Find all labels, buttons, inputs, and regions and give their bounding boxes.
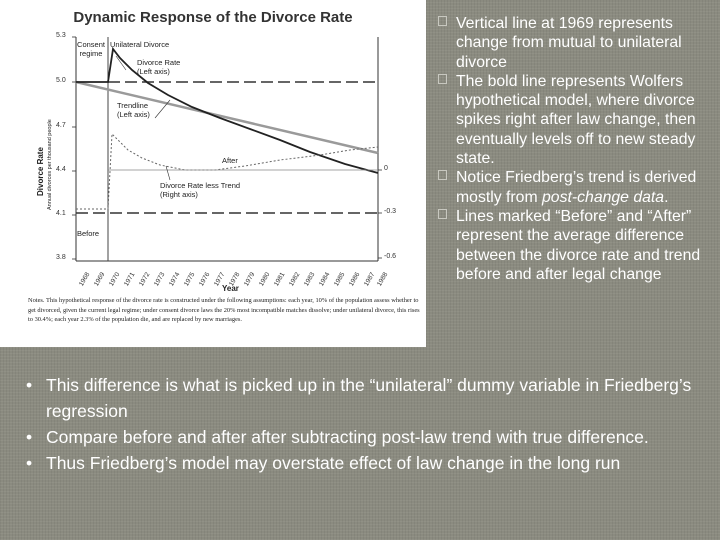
right-bullet-text-end: . — [664, 188, 669, 206]
year-tick-label: 1974 — [168, 271, 182, 288]
less-trend-pointer — [166, 166, 170, 180]
right-bullet-emphasis: post-change data — [542, 188, 665, 206]
left-tick-label: 4.1 — [56, 210, 66, 217]
unilateral-divorce-label: Unilateral Divorce — [110, 40, 170, 49]
left-tick-label: 5.0 — [56, 77, 66, 84]
right-bullet-item — [438, 72, 720, 168]
right-bullet-text: The bold line represents Wolfers hypothetical model, where divorce spikes right after law change, then eventually levels off to new steady state. — [456, 72, 696, 168]
less-trend-label: Divorce Rate less Trend (Right axis) — [160, 181, 241, 199]
y-left-title: Divorce Rate — [36, 147, 45, 196]
year-tick-label: 1972 — [138, 271, 152, 288]
right-bullet-item — [438, 207, 720, 284]
bottom-bullet-list — [26, 372, 706, 476]
right-bullet-list — [438, 14, 720, 284]
x-axis-title: Year — [222, 284, 239, 293]
figure-note: Notes. This hypothetical response of the divorce rate is constructed under the following assumptions: each year, 10% of the population assess whether to get divorced, given the current legal regime; under consent divorce laws the 20% most incompatible matches dissolve; under unilateral divorce, this rises to 30.4%; each year 2.3% of the population die, and are replaced by new marriages. — [28, 297, 420, 324]
year-tick-label: 1984 — [318, 271, 332, 288]
consent-regime-label: Consent regime — [77, 40, 105, 58]
year-tick-label: 1982 — [288, 271, 302, 288]
year-tick-label: 1978 — [228, 271, 242, 288]
figure-panel — [0, 0, 426, 347]
divorce-rate-label: Divorce Rate (Left axis) — [137, 58, 181, 76]
right-tick-label: -0.6 — [384, 253, 397, 260]
year-tick-label: 1981 — [273, 271, 287, 288]
left-tick-label: 4.7 — [56, 122, 66, 129]
year-tick-label: 1985 — [333, 271, 347, 288]
year-tick-label: 1980 — [258, 271, 272, 288]
right-bullet-item — [438, 168, 720, 207]
bullet-dot-icon: • — [26, 453, 33, 473]
year-tick-label: 1987 — [363, 271, 377, 288]
bottom-bullet-item — [26, 424, 706, 450]
bottom-bullet-item — [26, 372, 706, 424]
trendline-label: Trendline (Left axis) — [117, 101, 150, 119]
year-tick-label: 1969 — [93, 271, 107, 288]
before-label: Before — [77, 229, 100, 238]
year-tick-label: 1975 — [183, 271, 197, 288]
year-tick-label: 1970 — [108, 271, 122, 288]
year-tick-label: 1986 — [348, 271, 362, 288]
year-tick-label: 1968 — [78, 271, 92, 288]
right-bullet-text: Notice Friedberg’s trend is derived mostly from — [456, 169, 697, 206]
bullet-dot-icon: • — [26, 427, 33, 447]
year-tick-label: 1971 — [123, 271, 137, 288]
left-tick-label: 5.3 — [56, 32, 66, 39]
left-tick-marks — [72, 37, 76, 259]
year-tick-label: 1988 — [376, 271, 390, 288]
right-bullet-text: Vertical line at 1969 represents change from mutual to unilateral divorce — [456, 15, 682, 71]
figure-title: Dynamic Response of the Divorce Rate — [73, 9, 353, 26]
year-tick-label: 1976 — [198, 271, 212, 288]
year-tick-label: 1983 — [303, 271, 317, 288]
bottom-bullet-text: This difference is what is picked up in the “unilateral” dummy variable in Friedberg’s regression — [46, 375, 692, 421]
bottom-bullet-text: Thus Friedberg’s model may overstate effect of law change in the long run — [46, 453, 621, 473]
right-tick-label: -0.3 — [384, 208, 397, 215]
bottom-bullet-text: Compare before and after after subtracting post-law trend with true difference. — [46, 427, 649, 447]
checkbox-square-icon — [438, 170, 447, 180]
checkbox-square-icon — [438, 16, 447, 26]
bullet-dot-icon: • — [26, 375, 33, 395]
year-tick-label: 1979 — [243, 271, 257, 288]
checkbox-square-icon — [438, 74, 447, 84]
year-tick-label: 1977 — [213, 271, 227, 288]
year-tick-label: 1973 — [153, 271, 167, 288]
chart-svg — [0, 0, 426, 347]
bottom-bullet-item — [26, 450, 706, 476]
right-tick-label: 0 — [384, 165, 388, 172]
left-tick-label: 3.8 — [56, 254, 66, 261]
right-bullet-item — [438, 14, 720, 72]
left-tick-label: 4.4 — [56, 166, 66, 173]
y-left-subtitle: Annual divorces per thousand people — [47, 119, 53, 210]
after-label: After — [222, 156, 238, 165]
checkbox-square-icon — [438, 209, 447, 219]
right-bullet-text: Lines marked “Before” and “After” represent the average difference between the divorce rate and trend before and after legal change — [456, 207, 701, 283]
right-tick-marks — [378, 170, 382, 258]
